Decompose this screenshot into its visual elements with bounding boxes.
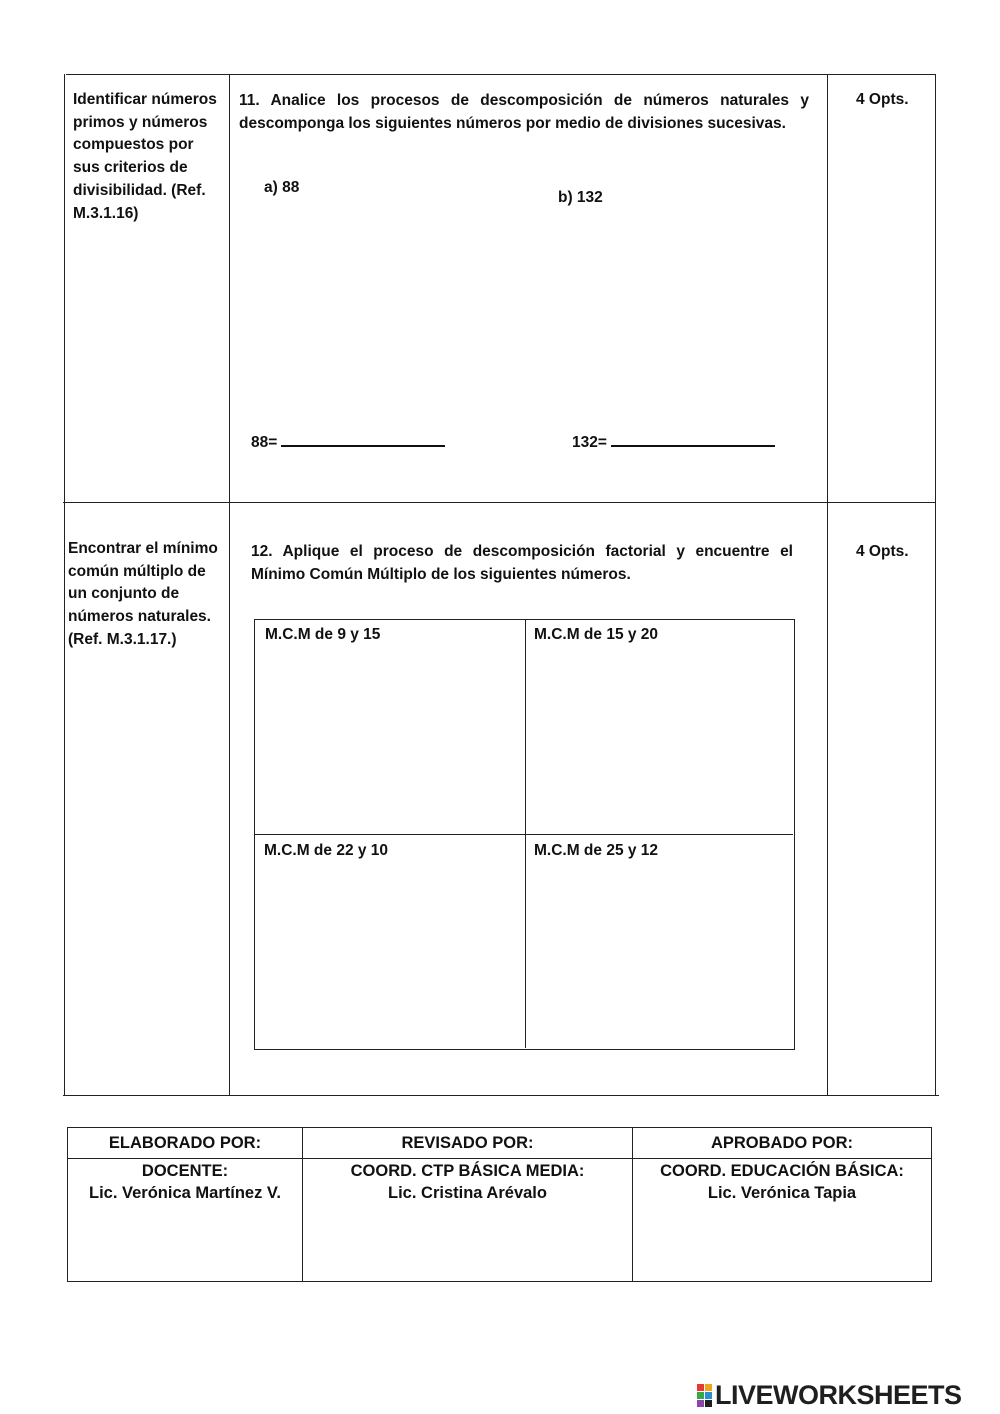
mcm-grid bbox=[254, 619, 795, 1050]
table-bottom-border bbox=[63, 1095, 939, 1096]
cell-revisado bbox=[303, 1159, 633, 1282]
logo-square bbox=[705, 1400, 712, 1407]
table-left-border bbox=[64, 74, 65, 1095]
name-coord-ctp: Lic. Cristina Arévalo bbox=[388, 1184, 547, 1202]
approval-table bbox=[67, 1127, 932, 1282]
logo-square bbox=[697, 1384, 704, 1391]
answer-a-blank[interactable] bbox=[281, 435, 445, 447]
table-top-border bbox=[66, 74, 936, 75]
mcm-cell-25-12[interactable]: M.C.M de 25 y 12 bbox=[534, 842, 659, 859]
answer-b-blank[interactable] bbox=[611, 435, 775, 447]
criterion-12: Encontrar el mínimo común múltiplo de un conjunto de números naturales. (Ref. M.3.1.17.) bbox=[68, 540, 218, 648]
question-12: 12. Aplique el proceso de descomposición factorial y encuentre el Mínimo Común Múltiplo de los siguientes números. bbox=[251, 543, 793, 583]
column-divider-criteria bbox=[229, 74, 230, 1095]
answer-b-field[interactable] bbox=[572, 434, 775, 452]
name-docente: Lic. Verónica Martínez V. bbox=[89, 1184, 281, 1202]
cell-aprobado bbox=[633, 1159, 932, 1282]
name-coord-educacion: Lic. Verónica Tapia bbox=[707, 1184, 857, 1202]
table-right-border bbox=[935, 74, 936, 1095]
points-11: 4 Opts. bbox=[856, 91, 909, 108]
liveworksheets-logo[interactable] bbox=[697, 1380, 962, 1410]
item-a-label: a) 88 bbox=[264, 179, 300, 196]
answer-b-label: 132= bbox=[572, 434, 607, 451]
header-revisado: REVISADO POR: bbox=[303, 1128, 633, 1159]
logo-text: LIVEWORKSHEETS bbox=[715, 1379, 962, 1410]
mcm-cell-9-15[interactable]: M.C.M de 9 y 15 bbox=[265, 626, 381, 643]
criterion-11: Identificar números primos y números compuestos por sus criterios de divisibilidad. (Ref. M.3.1.16) bbox=[73, 91, 217, 222]
role-coord-ctp: COORD. CTP BÁSICA MEDIA: bbox=[350, 1162, 585, 1180]
mcm-cell-15-20[interactable]: M.C.M de 15 y 20 bbox=[534, 626, 659, 643]
liveworksheets-mark-icon bbox=[697, 1384, 712, 1407]
points-12: 4 Opts. bbox=[856, 543, 909, 560]
question-11: 11. Analice los procesos de descomposición de números naturales y descomponga los siguientes números por medio de divisiones sucesivas. bbox=[239, 92, 809, 132]
answer-a-field[interactable] bbox=[251, 434, 445, 452]
cell-elaborado bbox=[68, 1159, 303, 1282]
role-coord-educacion: COORD. EDUCACIÓN BÁSICA: bbox=[660, 1162, 904, 1180]
column-divider-points bbox=[827, 74, 828, 1095]
logo-square bbox=[697, 1392, 704, 1399]
logo-square bbox=[705, 1392, 712, 1399]
logo-square bbox=[705, 1384, 712, 1391]
item-b-label: b) 132 bbox=[558, 189, 603, 206]
header-aprobado: APROBADO POR: bbox=[633, 1128, 932, 1159]
header-elaborado: ELABORADO POR: bbox=[68, 1128, 303, 1159]
mcm-cell-22-10[interactable]: M.C.M de 22 y 10 bbox=[264, 842, 389, 859]
logo-square bbox=[697, 1400, 704, 1407]
role-docente: DOCENTE: bbox=[141, 1162, 229, 1180]
answer-a-label: 88= bbox=[251, 434, 278, 451]
row-divider bbox=[63, 502, 936, 503]
mcm-horizontal-divider bbox=[255, 834, 793, 835]
